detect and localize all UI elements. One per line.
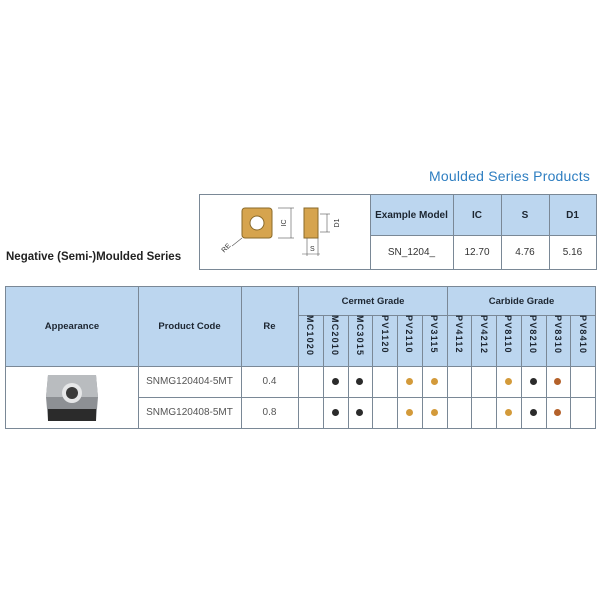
availability-dot-gold [406,378,413,385]
ic-value: 12.70 [464,246,490,258]
section-title: Negative (Semi-)Moulded Series [6,251,182,263]
example-model-value: SN_1204_ [387,246,436,258]
availability-dot-gold [505,378,512,385]
d1-value: 5.16 [562,246,583,258]
availability-dot-black [332,378,339,385]
grade-header-pv4212 [474,315,494,391]
re-cell: 0.8 [262,407,277,418]
grade-header-pv8410 [573,315,593,391]
example-model-header: Example Model [370,195,453,235]
grade-label: MC2010 [330,315,340,357]
availability-dot-black [332,409,339,416]
d1-header: D1 [549,195,596,235]
carbide-grade-header: Carbide Grade [488,295,555,307]
ic-label: IC [281,219,288,227]
s-label: S [310,246,315,253]
example-table [199,194,597,270]
product-code-header: Product Code [158,321,221,332]
grade-label: PV4112 [454,315,464,354]
availability-dot-gold [505,409,512,416]
availability-dot-black [356,409,363,416]
s-value: 4.76 [515,246,535,258]
grade-label: PV8310 [553,315,563,355]
grade-label: PV8410 [578,315,588,355]
appearance-header: Appearance [44,321,100,332]
re-header: Re [263,321,276,332]
grade-label: PV2110 [404,315,414,354]
grade-label: MC3015 [355,315,365,357]
ic-header: IC [453,195,501,235]
availability-dot-black [530,409,537,416]
grade-header-mc1020 [300,315,320,391]
availability-dot-bronze [554,378,561,385]
s-header: S [501,195,549,235]
availability-dot-black [356,378,363,385]
availability-dot-bronze [554,409,561,416]
cermet-grade-header: Cermet Grade [341,295,405,307]
re-cell: 0.4 [262,376,277,387]
grade-label: PV4212 [479,315,489,355]
re-label: RE [220,242,233,255]
availability-dot-black [530,378,537,385]
grade-label: PV3115 [429,315,439,354]
grade-label: PV1120 [380,315,390,354]
insert-photo [42,371,102,425]
grade-label: PV8210 [528,315,538,355]
series-heading: Moulded Series Products [429,168,591,184]
product-code-cell: SNMG120408-5MT [146,407,233,418]
grade-header-pv1120 [375,315,395,391]
grade-label: MC1020 [305,315,315,357]
grade-table [5,286,596,429]
product-code-cell: SNMG120404-5MT [146,376,233,387]
availability-dot-gold [431,409,438,416]
grade-label: PV8110 [503,315,513,354]
d1-label: D1 [334,218,341,228]
availability-dot-gold [431,378,438,385]
grade-header-pv4112 [449,315,469,391]
availability-dot-gold [406,409,413,416]
